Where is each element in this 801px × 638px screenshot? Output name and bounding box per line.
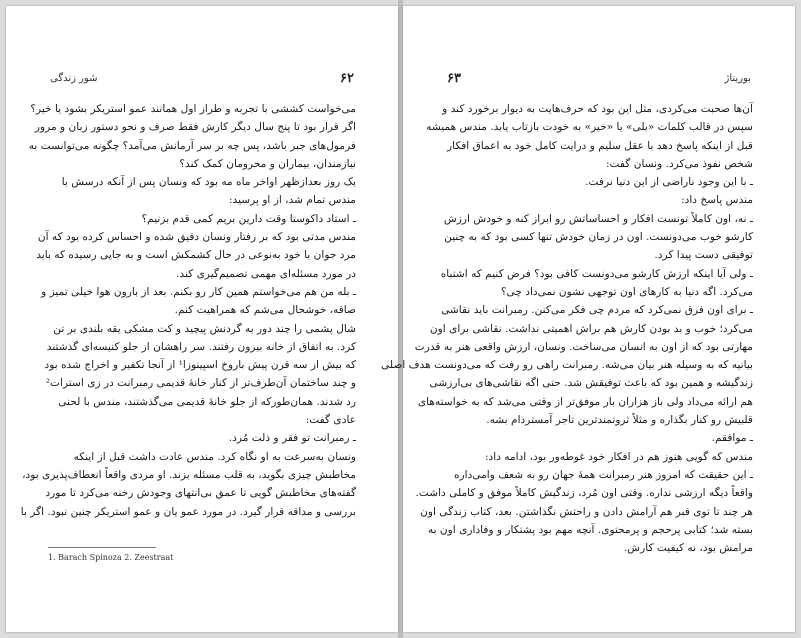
text-line: می‌کرد؛ خوب و بد بودن کارش هم براش اهمیتی نداشت. نقاشی برای اون (429, 322, 753, 335)
text-line: مخاطبش چیزی بگوید، به قلب مسئله بزند. او مردی واقعاً انعطاف‌پذیری بود، (22, 468, 356, 481)
page-number: ۶۲ (340, 70, 354, 86)
text-line: که بیش از سه قرن پیش باروخ اسپینوزا¹ از آنجا تکفیر و اخراج شده بود (44, 359, 356, 372)
text-line: در مورد مسئله‌ای مهمی تصمیم‌گیری کند. (176, 267, 356, 280)
text-line: عادی گفت: (305, 414, 356, 427)
text-line: مندس تمام شد، از او پرسید: (228, 194, 356, 207)
text-line: می‌خواست کششی با تجربه و طراز اول همانند عمو استریکر بشود یا خیر؟ (30, 103, 356, 115)
footnote-rule (48, 547, 156, 548)
text-line: بررسی و مداقه قرار گیرد. در مورد عمو یان و عمو استریکر چنین نبود. اگر با (20, 505, 356, 518)
text-line: اگر قرار بود تا پنج سال دیگر کارش فقط صرف و نحو دستور زبان و مرور (34, 121, 356, 134)
text-line: فرمول‌های جبر باشد، پس چه بر سر آرمانش می‌آمد؟ چگونه می‌توانست به (28, 139, 356, 152)
text-line: یک روز بعدازظهر اواخر ماه مه بود که ونسان پس از آنکه درسش با (61, 176, 356, 189)
text-line: مندس پاسخ داد: (681, 194, 753, 207)
text-line: ـ برای اون فرق نمی‌کرد که مردم چی فکر می‌کنن. رمبرانت باید نقاشی (441, 304, 753, 317)
right-page (381, 6, 795, 632)
text-line: کرد. به اتفاق از خانه بیرون رفتند. سر راهشان از جلو کنیسه‌ای گذشتند (46, 340, 356, 353)
text-line: مندس که گویی هنوز هم در افکار خود غوطه‌ور بود، ادامه داد: (484, 450, 753, 463)
text-line: و چند ساختمان آن‌طرف‌تر از کنار خانهٔ قدیمی رمبرانت در زی استرات² (45, 377, 356, 390)
text-line: توفیقی دست پیدا کرد. (654, 249, 753, 262)
left-page (6, 6, 398, 632)
text-line: مرامش بود، نه کیفیت کارش. (623, 542, 753, 555)
text-line: بیانیه که به وسیله هنر بیان می‌شه. رمبرانت راهی رو رفت که می‌دونست هدف اصلی (381, 359, 753, 372)
text-line: شخص نفوذ می‌کرد. ونسان گفت: (605, 157, 753, 170)
text-line: نیازمندان، بیماران و محرومان کمک کند؟ (179, 157, 356, 170)
text-line: سپس در قالب کلمات «بلی» یا «خیر» به خودت بازتاب یابد. مندس همیشه (426, 121, 753, 134)
text-line: هر چند تا توی قبر هم آرامش دادن و راحتش نگذاشتن. بعد، کتاب زندگی اون (420, 505, 753, 518)
text-line: ونسان به‌سرعت به او نگاه کرد. مندس عادت داشت قبل از اینکه (73, 450, 356, 463)
text-line: گفته‌های مخاطبش گویی تا عمق بی‌انتهای وجودش رخنه می‌کرد تا مورد (45, 487, 356, 500)
text-line: ـ موافقم. (711, 432, 753, 445)
right-page-body (381, 100, 753, 557)
text-line: ـ این حقیقت که امروز هنر رمبرانت همهٔ جهان رو به شعف وامی‌داره (453, 468, 753, 481)
text-line: ـ بله من هم می‌خواستم همین کار رو بکنم. بعد از بارون هوا خیلی تمیز و (41, 285, 356, 298)
text-line: واقعاً دیگه ارزشی نداره. وقتی اون مُرد، زندگیش کاملاً موفق و کاملی داشت. (415, 487, 753, 500)
text-line: ـ رمبرانت تو فقر و ذلت مُرد. (228, 432, 356, 445)
left-page-body (20, 100, 356, 521)
text-line: مندس مدتی بود که بر رفتار ونسان دقیق شده و احساس کرده بود که آن (37, 231, 356, 244)
running-title: بوریناژ (724, 72, 751, 84)
text-line: ـ نه، اون کاملاً تونست افکار و احساساتش رو ابراز کنه و خودش ارزش (443, 212, 753, 225)
text-line: رد شدند. همان‌طورکه از جلو خانهٔ قدیمی می‌گذشتند، مندس با لحنی (58, 395, 356, 408)
text-line: آن‌ها صحبت می‌کردی، مثل این بود که حرف‌هایت به دیوار برخورد کند و (442, 103, 753, 115)
text-line: قبل از اینکه پاسخ دهد با عقل سلیم و درایت کامل خود به اعماق افکار (447, 139, 753, 152)
text-line: شال پشمی را چند دور به گردنش پیچید و کت مشکی یقه بلندی بر تن (53, 322, 356, 335)
text-line: ـ استاد داکوستا وقت دارین بریم کمی قدم بزنیم؟ (141, 212, 356, 225)
text-line: مهارتی بود که از اون به انسان می‌ساخت. ونسان، ارزش واقعی هنر به قدرت (414, 340, 753, 353)
running-title: شور زندگی (50, 72, 98, 84)
right-page-header (447, 70, 751, 86)
text-line: ـ ولی آیا اینکه ارزش کارشو می‌دونست کافی بود؟ فرض کنیم که اشتباه (440, 267, 753, 280)
text-line: هم ارائه می‌داد ولی باز هزاران بار موفق‌تر از وقتی می‌شد که به خواسته‌های (417, 395, 753, 408)
text-line: زندگیشه و همین بود که باعث توفیقش شد. حتی اگه نقاشی‌های بی‌ارزشی (429, 377, 753, 390)
text-line: می‌کرد. اگه دنیا به کارهای اون توجهی نشون نمی‌داد چی؟ (500, 285, 753, 298)
footnote: 1. Barach Spinoza 2. Zeestraat (48, 553, 174, 562)
text-line: ـ با این وجود ناراضی از این دنیا نرفت. (585, 176, 753, 189)
text-line: مرد جوان با خود به‌نوعی در حال کشمکش است و به جایی رسیده که باید (36, 249, 356, 262)
text-line: کارشو خوب می‌دونست. اون در زمان خودش تنها کسی بود که به چنین (444, 231, 753, 244)
text-line: صافه، خوشحال می‌شم که همراهیت کنم. (174, 304, 356, 317)
text-line: بسته شد؛ کتابی پرحجم و پرمحتوی. آنچه مهم بود پشتکار و وفاداری اون به (427, 523, 753, 536)
page-number: ۶۳ (447, 70, 461, 86)
text-line: قلبیش رو کنار بگذاره و مثلاً ثروتمندترین تاجر آمستردام بشه. (486, 414, 753, 427)
left-page-header (50, 70, 354, 86)
